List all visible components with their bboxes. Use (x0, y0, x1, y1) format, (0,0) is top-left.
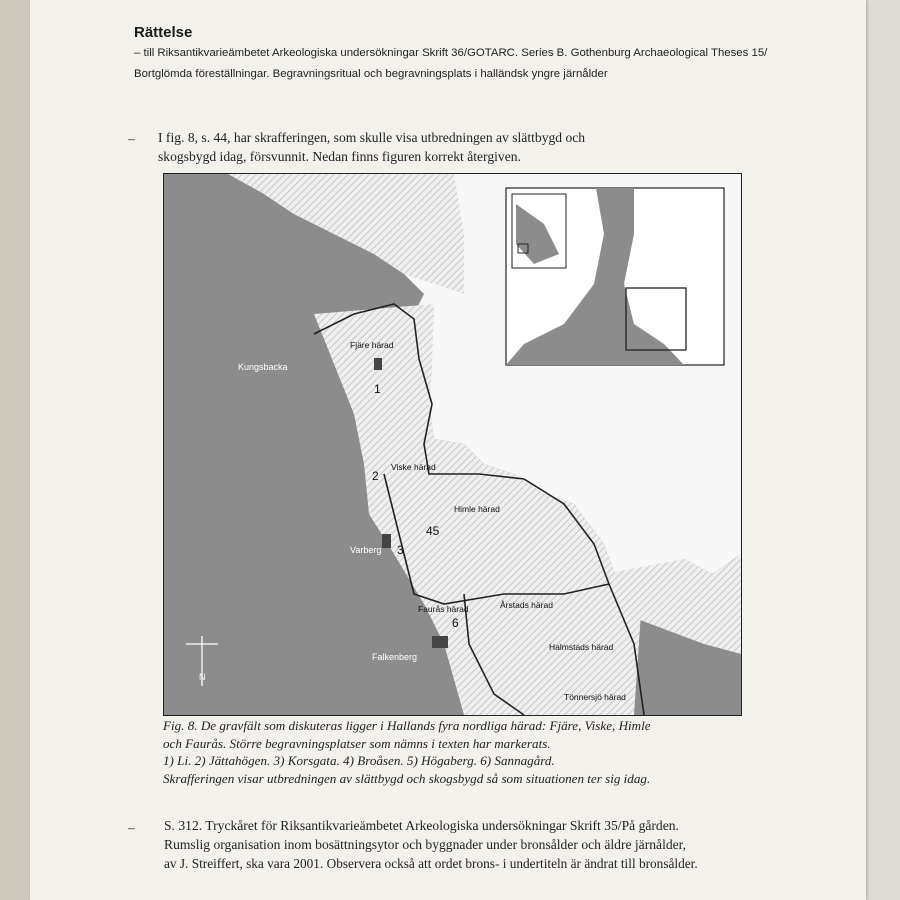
page-heading: Rättelse (134, 24, 193, 41)
item-1-line-2: skogsbygd idag, försvunnit. Nedan finns figuren korrekt återgiven. (158, 149, 521, 164)
site-number-45: 45 (426, 524, 440, 538)
town-falkenberg: Falkenberg (372, 652, 418, 662)
district-himle: Himle härad (454, 504, 500, 514)
district-tonnersjo: Tönnersjö härad (564, 692, 626, 702)
item-2-line-1: S. 312. Tryckåret för Riksantikvarieämbetet Arkeologiska undersökningar Skrift 35/På gården. (164, 818, 679, 833)
book-right-edge (860, 0, 900, 900)
book-left-edge (0, 0, 30, 900)
site-kungsbacka (374, 358, 382, 370)
site-number-3: 3 (397, 543, 404, 557)
site-falkenberg (432, 636, 448, 648)
town-varberg: Varberg (350, 545, 382, 555)
district-fjare: Fjäre härad (350, 340, 394, 350)
document-page (30, 0, 866, 900)
district-viske: Viske härad (391, 462, 436, 472)
item-2-dash: – (128, 820, 135, 835)
map-graphic (164, 174, 741, 715)
site-number-6: 6 (452, 616, 459, 630)
item-2-line-3: av J. Streiffert, ska vara 2001. Observera också att ordet brons- i undertiteln är ändrat till bronsålder. (164, 856, 698, 871)
subtitle-line-1: – till Riksantikvarieämbetet Arkeologiska undersökningar Skrift 36/GOTARC. Series B. Gothenburg Archaeological Theses 15/ (134, 47, 768, 59)
site-varberg (382, 534, 391, 548)
district-fauras: Faurås härad (418, 604, 469, 614)
item-1-line-1: I fig. 8, s. 44, har skrafferingen, som skulle visa utbredningen av slättbygd och (158, 130, 586, 145)
north-label: N (199, 672, 206, 682)
caption-line-2: och Faurås. Större begravningsplatser som nämns i texten har markerats. (163, 735, 551, 751)
district-arstads: Årstads härad (500, 600, 553, 610)
town-kungsbacka: Kungsbacka (238, 362, 288, 372)
figure-caption (163, 717, 763, 787)
item-1-dash: – (128, 131, 135, 146)
caption-line-1: Fig. 8. De gravfält som diskuteras ligger i Hallands fyra nordliga härad: Fjäre, Viske, Himle (163, 718, 651, 733)
caption-line-4: Skrafferingen visar utbredningen av slättbygd och skogsbygd så som situationen ter sig idag. (163, 770, 651, 786)
figure-map (163, 173, 742, 716)
subtitle-line-2: Bortglömda föreställningar. Begravningsritual och begravningsplats i halländsk yngre järnålder (134, 68, 608, 80)
caption-line-3: 1) Li. 2) Jättahögen. 3) Korsgata. 4) Broåsen. 5) Högaberg. 6) Sannagård. (163, 753, 555, 768)
site-number-2: 2 (372, 469, 379, 483)
district-halmstads: Halmstads härad (549, 642, 614, 652)
item-2-line-2: Rumslig organisation inom bosättningsytor och byggnader under bronsålder och äldre järnålder, (164, 837, 687, 852)
site-number-1: 1 (374, 382, 381, 396)
